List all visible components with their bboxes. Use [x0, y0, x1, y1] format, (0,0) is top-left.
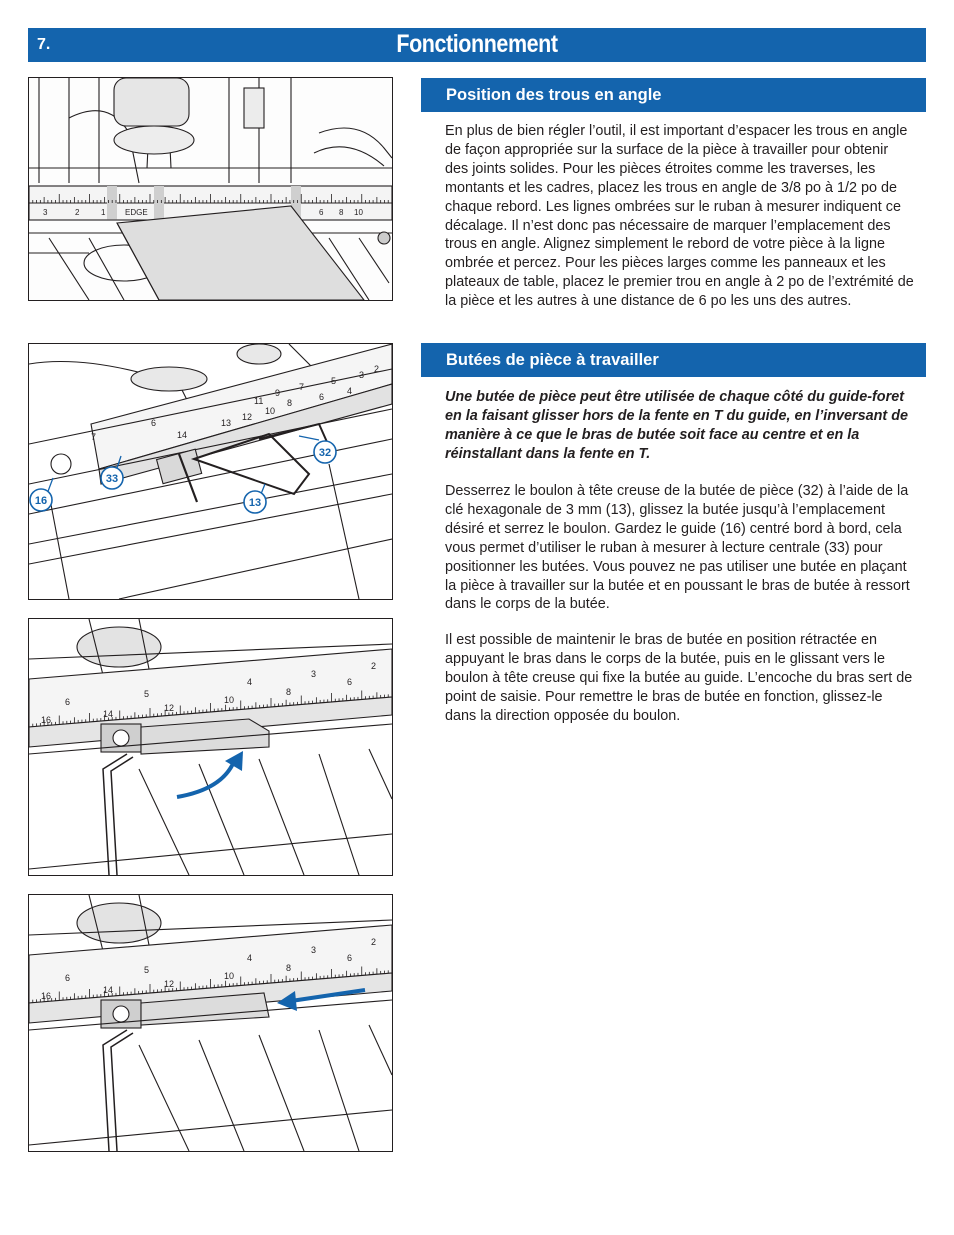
callout-13: 13	[248, 497, 262, 509]
fig3-ruler-number: 2	[371, 661, 377, 671]
fig1-ruler-number: 2	[75, 208, 80, 217]
fig4-ruler-number: 6	[65, 973, 71, 983]
heading-butees: Butées de pièce à travailler	[421, 343, 926, 377]
fig4-ruler-number: 3	[311, 945, 317, 955]
callout-16: 16	[34, 495, 48, 507]
fig3-ruler-number: 6	[65, 697, 71, 707]
fig2-ruler-number: 3	[359, 370, 365, 380]
fig1-edge-label: EDGE	[125, 208, 148, 217]
figure-workpiece-stop	[28, 343, 393, 600]
figure-stop-arm-retract	[28, 894, 393, 1152]
fig2-ruler-number: 12	[242, 412, 253, 422]
fig1-ruler-number: 8	[339, 208, 344, 217]
fig4-ruler-number: 12	[164, 979, 175, 989]
paragraph-butees-intro: Une butée de pièce peut être utilisée de chaque côté du guide-foret en la faisant glisser hors de la fente en T du guide, en l’inversant de manière à ce que le bras de butée soit face au centre et en la réinstallant dans la fente en T.	[445, 389, 909, 462]
fig4-ruler-number: 8	[286, 963, 292, 973]
fig1-ruler-number: 10	[354, 208, 363, 217]
callout-33: 33	[105, 473, 119, 485]
callout-32: 32	[318, 447, 332, 459]
paragraph-position-trous: En plus de bien régler l’outil, il est important d’espacer les trous en angle de façon appropriée sur la surface de la pièce à travailler pour obtenir des joints solides. Pour les pièces étroites comme les traverses, les montants et les cadres, placez les trous en angle de 3/8 po à 1/2 po de chaque rebord. Les lignes ombrées sur le ruban à mesurer indiquent ce décalage. Il n’est donc pas nécessaire de marquer l’emplacement des trous en angle. Alignez simplement le rebord de votre pièce à la ligne ombrée et percez. Pour les pièces larges comme les panneaux et les plateaux de table, placez le premier trou en angle à 2 po de l’extrémité de la pièce et les autres à une distance de 6 po les uns des autres.	[445, 123, 914, 310]
fig1-ruler-number: 3	[43, 208, 48, 217]
fig2-ruler-number: 6	[319, 392, 325, 402]
paragraph-butees-1: Desserrez le boulon à tête creuse de la butée de pièce (32) à l’aide de la clé hexagonale de 3 mm (13), glissez la butée jusqu’à l’emplacement désiré et serrez le boulon. Gardez le guide (16) centré bord à bord, cela vous permet d’utiliser le ruban à mesurer à lecture centrale (33) pour positionner les butées. Vous pouvez ne pas utiliser une butée en plaçant la pièce à travailler sur la butée et en poussant le bras de butée à ressort dans le corps de la butée.	[445, 483, 910, 613]
fig3-ruler-number: 16	[41, 715, 52, 725]
fig2-ruler-number: 10	[265, 406, 276, 416]
fig2-ruler-number: 13	[221, 418, 232, 428]
fig1-ruler-number: 6	[319, 208, 324, 217]
section-title-bar	[28, 28, 926, 62]
fig2-ruler-number: 7	[299, 382, 305, 392]
fig4-ruler-number: 16	[41, 991, 52, 1001]
fig3-ruler-number: 12	[164, 703, 175, 713]
page-title: Fonctionnement	[396, 30, 558, 58]
fig2-ruler-number: 6	[151, 418, 157, 428]
fig3-ruler-number: 10	[224, 695, 235, 705]
fig3-ruler-number: 3	[311, 669, 317, 679]
fig4-ruler-number: 5	[144, 965, 150, 975]
fig2-ruler-number: 11	[254, 396, 264, 406]
fig4-ruler-number: 2	[371, 937, 377, 947]
fig4-ruler-number: 14	[103, 985, 114, 995]
fig3-ruler-number: 4	[247, 677, 253, 687]
fig4-ruler-number: 4	[247, 953, 253, 963]
fig2-ruler-number: 14	[177, 430, 188, 440]
fig2-ruler-number: 8	[287, 398, 293, 408]
fig1-ruler-number: 1	[101, 208, 106, 217]
figure-stop-arm-deploy	[28, 618, 393, 876]
fig3-ruler-number: 5	[144, 689, 150, 699]
fig3-ruler-number: 14	[103, 709, 114, 719]
fig3-ruler-number: 6	[347, 677, 353, 687]
section-number: 7.	[37, 36, 51, 53]
fig2-ruler-number: 2	[374, 364, 380, 374]
fig3-ruler-number: 8	[286, 687, 292, 697]
fig4-ruler-number: 10	[224, 971, 235, 981]
fig2-ruler-number: 4	[347, 386, 353, 396]
paragraph-butees-2: Il est possible de maintenir le bras de butée en position rétractée en appuyant le bras dans le corps de la butée, puis en le glissant vers le boulon à tête creuse qui fixe la butée au guide. L’encoche du bras sert de point de saisie. Pour remettre le bras de butée en fonction, glissez-le dans la direction opposée du boulon.	[445, 632, 913, 724]
figure-pocket-hole-position	[28, 77, 393, 301]
fig2-ruler-number: 7	[91, 432, 97, 442]
heading-position-trous: Position des trous en angle	[421, 78, 926, 112]
fig2-ruler-number: 5	[331, 376, 337, 386]
fig4-ruler-number: 6	[347, 953, 353, 963]
fig2-ruler-number: 9	[275, 388, 281, 398]
